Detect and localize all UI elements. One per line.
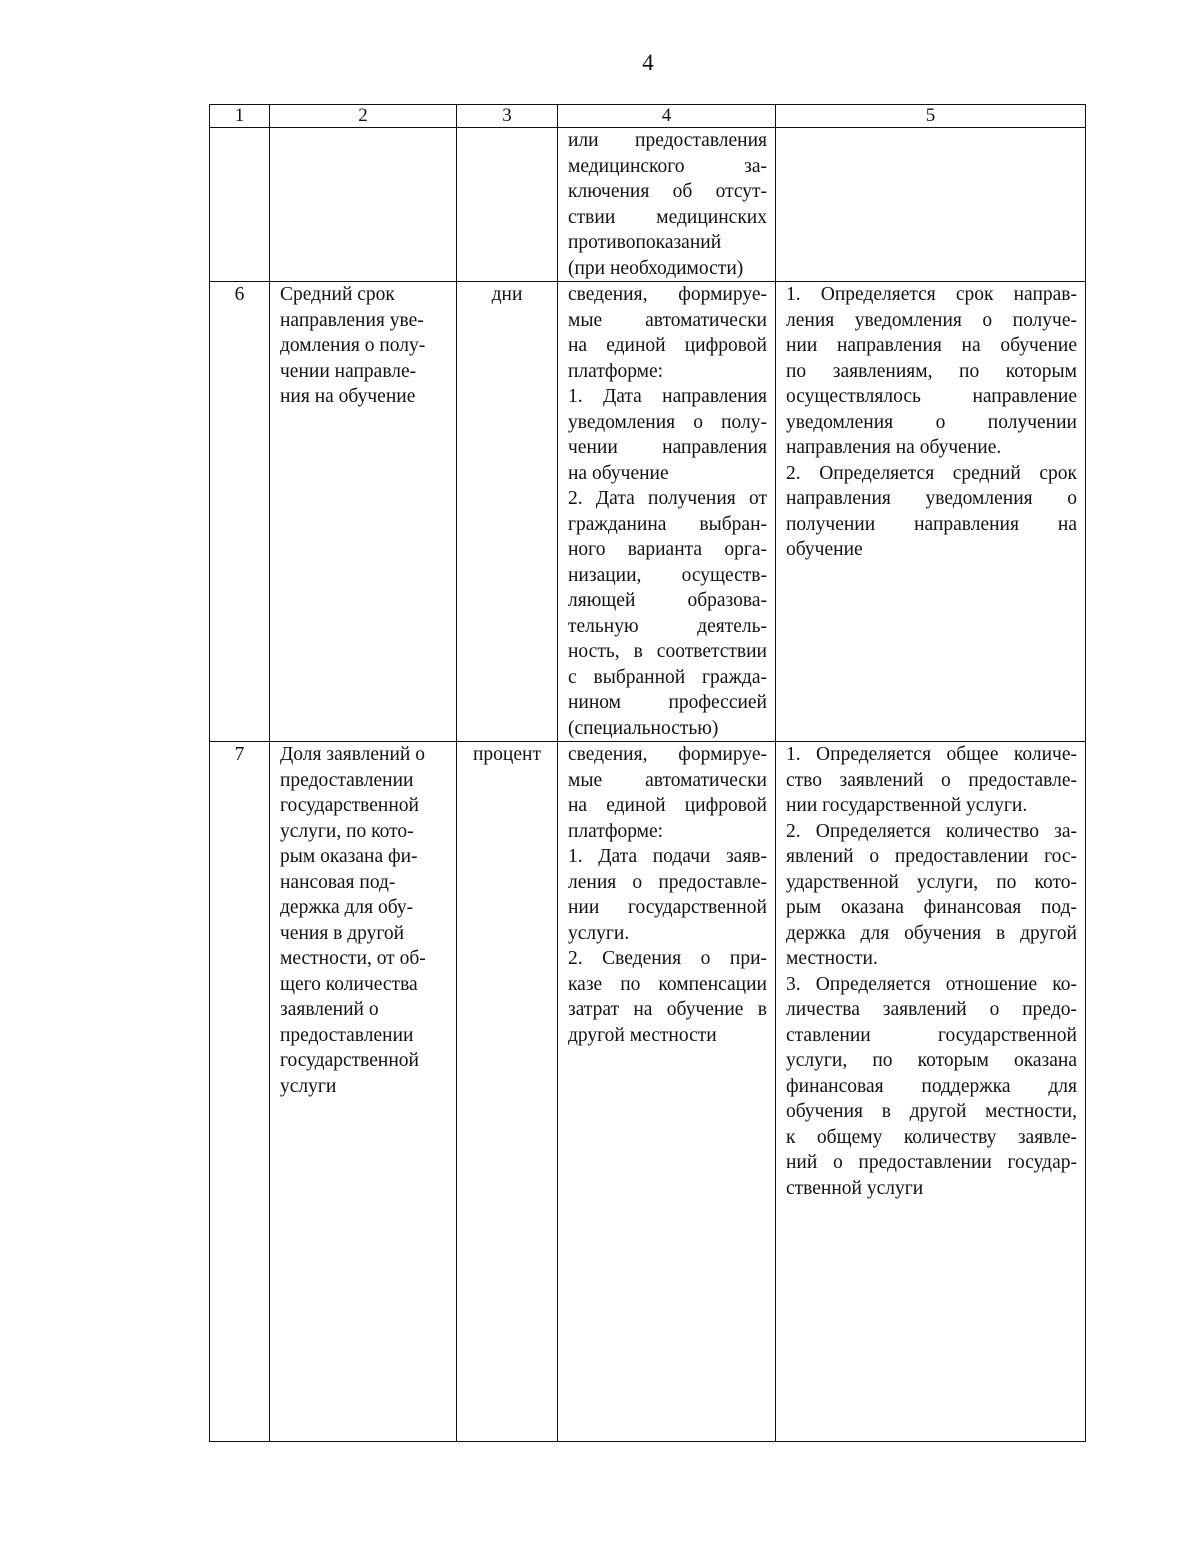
text-line: ляющей образова- [568, 590, 767, 611]
text-line: ство заявлений о предоставле- [786, 769, 1077, 791]
text-line: 3. Определяется отношение ко- [786, 973, 1077, 995]
text-line: (при необходимости) [568, 257, 744, 279]
indicator-table [209, 104, 1086, 1442]
text-line: предоставлении [280, 769, 414, 791]
text-line: предоставлении [280, 1024, 414, 1046]
header-cell-2: 2 [270, 105, 457, 128]
text-line: уведомления о получении [786, 411, 1077, 433]
text-line: держка для обучения в другой [786, 922, 1077, 944]
text-line: уведомления о полу- [568, 411, 767, 433]
text-line: ления уведомления о получе- [786, 309, 1077, 331]
page-number: 4 [642, 50, 654, 75]
text-line: услуги, по которым оказана [786, 1050, 1077, 1071]
text-line: чении направле- [280, 360, 417, 382]
text-line: ния на обучение [280, 386, 416, 407]
text-line: 2. Дата получения от [568, 488, 767, 509]
text-line: ственной услуги [786, 1177, 924, 1199]
text-line: услуги [280, 1075, 337, 1097]
table-header-row [210, 105, 1086, 128]
text-line: противопоказаний [568, 232, 722, 253]
text-line: государственной [280, 795, 419, 816]
text-line: нии государственной [568, 897, 767, 918]
table-row-continuation [210, 128, 1086, 282]
text-line: услуги. [568, 922, 630, 944]
text-line: чения в другой [280, 922, 405, 944]
text-line: 2. Определяется количество за- [786, 820, 1077, 842]
text-line: 2. Определяется средний срок [786, 462, 1077, 484]
text-line: 2. Сведения о при- [568, 948, 767, 969]
text-line: местности, от об- [280, 948, 426, 969]
calculation-method-text [786, 282, 1077, 563]
data-source-text [568, 742, 767, 1048]
text-line: 1. Определяется общее количе- [786, 744, 1077, 765]
indicator-name [270, 282, 457, 742]
cell-source [558, 128, 776, 282]
cell-name [270, 128, 457, 282]
text-line: на единой цифровой [568, 795, 767, 816]
text-line: платформе: [568, 820, 664, 842]
text-line: ключения об отсут- [568, 181, 767, 202]
header-cell-1: 1 [210, 105, 270, 128]
unit-of-measure: дни [457, 282, 558, 742]
text-line: мые автоматически [568, 769, 767, 791]
indicator-name-text [280, 742, 448, 1099]
text-line: обучение [786, 539, 863, 560]
header-cell-5: 5 [776, 105, 1086, 128]
text-line: тельную деятель- [568, 615, 767, 637]
text-line: нии направления на обучение [786, 335, 1077, 356]
text-line: сведения, формируе- [568, 284, 767, 305]
text-line: к общему количеству заявле- [786, 1126, 1077, 1148]
calculation-method [776, 282, 1086, 742]
row-number: 7 [210, 742, 270, 1442]
text-line: казе по компенсации [568, 973, 767, 995]
text-line: 1. Дата направления [568, 386, 767, 407]
indicator-name [270, 742, 457, 1442]
cell-num [210, 128, 270, 282]
text-line: нином профессией [568, 692, 767, 713]
text-line: щего количества [280, 973, 418, 995]
text-line: держка для обу- [280, 897, 414, 918]
text-line: государственной [280, 1050, 419, 1071]
data-source [558, 742, 776, 1442]
text-line: (специальностью) [568, 717, 719, 739]
text-line: на единой цифровой [568, 335, 767, 356]
text-line: гражданина выбран- [568, 513, 767, 535]
text-line: обучения в другой местности, [786, 1101, 1077, 1122]
text-line: затрат на обучение в [568, 999, 767, 1020]
text-line: сведения, формируе- [568, 744, 767, 765]
text-line: направления уве- [280, 309, 424, 331]
text-line: услуги, по кото- [280, 820, 414, 842]
header-cell-4: 4 [558, 105, 776, 128]
text-line: осуществлялось направление [786, 386, 1077, 407]
text-line: другой местности [568, 1024, 717, 1046]
text-line: ления о предоставле- [568, 871, 767, 893]
row-number: 6 [210, 282, 270, 742]
cell-unit [457, 128, 558, 282]
cell-method [776, 128, 1086, 282]
text-line: Доля заявлений о [280, 744, 425, 765]
text-line: чении направления [568, 437, 767, 458]
text-line: направления уведомления о [786, 488, 1077, 509]
text-line: ний о предоставлении государ- [786, 1152, 1077, 1173]
text-line: платформе: [568, 360, 664, 382]
data-source [558, 282, 776, 742]
calculation-method [776, 742, 1086, 1442]
text-line: с выбранной гражда- [568, 666, 767, 688]
text-line: домления о полу- [280, 335, 426, 356]
text-line: ударственной услуги, по кото- [786, 871, 1077, 893]
text-line: нансовая под- [280, 871, 396, 893]
text-line: или предоставления [568, 130, 767, 151]
table-row-7 [210, 742, 1086, 1442]
text-line: местности. [786, 948, 878, 969]
text-line: медицинского за- [568, 155, 767, 177]
header-cell-3: 3 [457, 105, 558, 128]
text-line: по заявлениям, по которым [786, 360, 1077, 382]
text-line: получении направления на [786, 513, 1077, 535]
indicator-name-text [280, 282, 448, 410]
text-line: явлений о предоставлении гос- [786, 846, 1077, 867]
data-source-text [568, 282, 767, 741]
text-line: ного варианта орга- [568, 539, 767, 560]
text-line: ствии медицинских [568, 206, 767, 228]
text-line: направления на обучение. [786, 437, 1002, 458]
calculation-method-text [786, 742, 1077, 1201]
unit-of-measure: процент [457, 742, 558, 1442]
text-line: 1. Дата подачи заяв- [568, 846, 767, 867]
text-line: рым оказана фи- [280, 846, 418, 867]
text-line: Средний срок [280, 284, 395, 305]
text-line: финансовая поддержка для [786, 1075, 1077, 1097]
text-line: нии государственной услуги. [786, 795, 1028, 816]
text-line: на обучение [568, 462, 669, 484]
text-line: заявлений о [280, 999, 379, 1020]
text-line: ставлении государственной [786, 1024, 1077, 1046]
text-line: рым оказана финансовая под- [786, 897, 1077, 918]
continuation-source-text [568, 128, 767, 281]
text-line: мые автоматически [568, 309, 767, 331]
table-row-6 [210, 282, 1086, 742]
text-line: ность, в соответствии [568, 641, 767, 662]
text-line: низации, осуществ- [568, 564, 767, 586]
text-line: 1. Определяется срок направ- [786, 284, 1077, 305]
text-line: личества заявлений о предо- [786, 999, 1077, 1020]
